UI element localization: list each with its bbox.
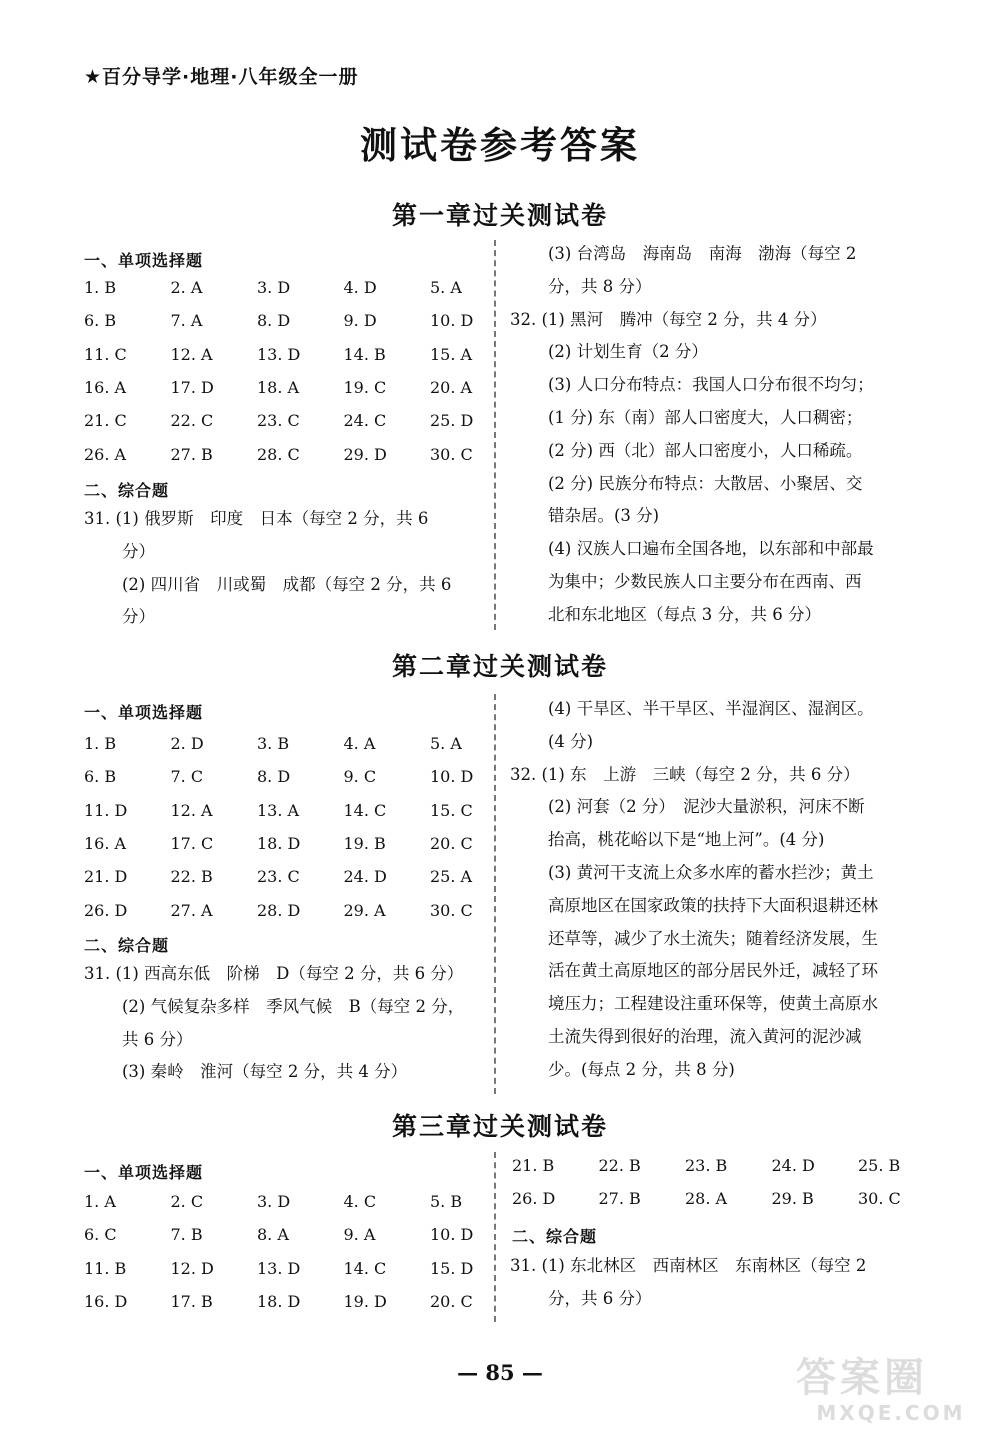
mcq-answer: 28. D [257, 900, 301, 920]
mcq-answer: 2. C [170, 1192, 204, 1212]
mcq-answer: 11. C [84, 344, 127, 364]
mcq-answer: 1. A [84, 1192, 116, 1212]
mcq-answer: 29. A [343, 900, 386, 920]
answer-line: 土流失得到很好的治理，流入黄河的泥沙减 [548, 1026, 862, 1046]
ch2-left-answers [84, 958, 464, 1089]
mcq-answer: 7. B [170, 1225, 203, 1245]
mcq-answer: 26. A [84, 444, 127, 464]
mcq-answer: 19. C [343, 378, 387, 398]
mcq-answer: 9. A [343, 1225, 376, 1245]
mcq-answer: 23. C [257, 411, 300, 431]
mcq-answer: 9. D [343, 311, 377, 331]
mcq-answer: 1. B [84, 278, 117, 298]
answer-line: 境压力；工程建设注重环保等，使黄土高原水 [548, 994, 878, 1014]
mcq-row [512, 1149, 945, 1182]
mcq-answer: 28. A [685, 1189, 728, 1209]
mcq-row [84, 827, 517, 860]
mcq-answer: 22. B [598, 1156, 641, 1176]
watermark-url: MXQE.COM [816, 1401, 966, 1425]
answer-line: 少。(每点 2 分，共 8 分) [548, 1059, 735, 1079]
mcq-answer: 16. D [84, 1292, 128, 1312]
mcq-answer: 7. C [170, 767, 204, 787]
mcq-answer: 3. D [257, 1192, 291, 1212]
mcq-answer: 23. C [257, 867, 300, 887]
mcq-answer: 20. C [430, 1292, 473, 1312]
answer-line: 共 6 分） [122, 1029, 193, 1049]
mcq-answer: 10. D [430, 767, 474, 787]
mcq-answer: 1. B [84, 734, 117, 754]
mcq-answer: 17. D [170, 378, 214, 398]
mcq-answer: 21. B [512, 1156, 555, 1176]
mcq-answer: 15. C [430, 800, 473, 820]
ch1-right-answers [510, 238, 874, 632]
answer-line: 高原地区在国家政策的扶持下大面积退耕还林 [548, 895, 878, 915]
chapter3-title: 第三章过关测试卷 [391, 1112, 608, 1141]
mcq-row [84, 893, 517, 926]
answer-line: (3) 秦岭 淮河（每空 2 分，共 4 分） [122, 1062, 408, 1082]
mcq-answer: 3. B [257, 734, 290, 754]
mcq-answer: 28. C [257, 444, 300, 464]
answer-line: 北和东北地区（每点 3 分，共 6 分） [548, 604, 821, 624]
mcq-row [84, 404, 517, 437]
mcq-row [84, 1252, 517, 1285]
mcq-answer: 17. B [170, 1292, 213, 1312]
answer-line: (3) 人口分布特点：我国人口分布很不均匀； [548, 375, 874, 395]
mcq-answer: 12. A [170, 344, 213, 364]
mcq-answer: 21. D [84, 867, 128, 887]
mcq-answer: 25. B [858, 1156, 901, 1176]
answer-line: 32. (1) 东 上游 三峡（每空 2 分，共 6 分） [510, 764, 860, 784]
answer-line: 31. (1) 西高东低 阶梯 D（每空 2 分，共 6 分） [84, 964, 464, 983]
answer-line: (4 分) [548, 731, 594, 751]
mcq-row [84, 1185, 517, 1218]
mcq-answer: 18. D [257, 834, 301, 854]
answer-line: (3) 黄河干支流上众多水库的蓄水拦沙；黄土 [548, 862, 874, 882]
page-title: 测试卷参考答案 [360, 123, 640, 167]
mcq-row [84, 271, 517, 304]
mcq-answer: 4. D [343, 278, 377, 298]
mcq-answer: 29. B [771, 1189, 814, 1209]
answer-line: 31. (1) 东北林区 西南林区 东南林区（每空 2 [510, 1256, 867, 1275]
answer-line: (2) 四川省 川或蜀 成都（每空 2 分，共 6 [122, 574, 452, 594]
answer-line: 32. (1) 黑河 腾冲（每空 2 分，共 4 分） [510, 309, 827, 329]
ch1-section-comprehensive: 二、综合题 [84, 481, 170, 500]
answer-line: 为集中；少数民族人口主要分布在西南、西 [548, 571, 862, 591]
mcq-answer: 10. D [430, 1225, 474, 1245]
mcq-answer: 13. D [257, 344, 301, 364]
mcq-answer: 18. A [257, 378, 300, 398]
mcq-answer: 2. A [170, 278, 203, 298]
ch2-right-answers [510, 693, 878, 1087]
mcq-answer: 9. C [343, 767, 377, 787]
mcq-answer: 23. B [685, 1156, 728, 1176]
mcq-answer: 27. A [170, 900, 213, 920]
mcq-row [84, 794, 517, 827]
mcq-answer: 30. C [858, 1189, 901, 1209]
mcq-answer: 25. A [430, 867, 473, 887]
mcq-answer: 6. B [84, 767, 117, 787]
mcq-answer: 8. D [257, 311, 291, 331]
mcq-answer: 13. D [257, 1258, 301, 1278]
answer-line: 抬高，桃花峪以下是“地上河”。(4 分) [548, 830, 825, 850]
watermark-text: 答案圈 [796, 1355, 928, 1401]
mcq-answer: 2. D [170, 734, 204, 754]
answer-line: (4) 汉族人口遍布全国各地，以东部和中部最 [548, 539, 874, 559]
mcq-answer: 22. C [170, 411, 214, 431]
mcq-answer: 13. A [257, 800, 300, 820]
mcq-answer: 21. C [84, 411, 127, 431]
mcq-row [84, 727, 517, 760]
ch3-section-comprehensive: 二、综合题 [512, 1227, 598, 1246]
mcq-answer: 30. C [430, 444, 473, 464]
mcq-row [84, 1285, 517, 1318]
mcq-answer: 19. D [343, 1292, 387, 1312]
mcq-answer: 24. C [343, 411, 387, 431]
mcq-row [84, 860, 517, 893]
mcq-answer: 12. D [170, 1258, 214, 1278]
mcq-answer: 14. C [343, 800, 387, 820]
answer-line: (2 分) 西（北）部人口密度小，人口稀疏。 [548, 440, 863, 460]
mcq-row [84, 1218, 517, 1251]
ch1-mcq-grid [84, 271, 517, 471]
watermark-logo [796, 1355, 986, 1427]
mcq-answer: 30. C [430, 900, 473, 920]
mcq-answer: 20. C [430, 834, 473, 854]
ch3-section-choice: 一、单项选择题 [84, 1163, 204, 1182]
mcq-row [84, 437, 517, 470]
ch2-mcq-grid [84, 727, 517, 927]
mcq-answer: 5. A [430, 734, 462, 754]
mcq-answer: 4. A [343, 734, 376, 754]
mcq-answer: 16. A [84, 834, 127, 854]
answer-line: 31. (1) 俄罗斯 印度 日本（每空 2 分，共 6 [84, 509, 429, 528]
answer-line: 分） [122, 607, 155, 627]
answer-line: (4) 干旱区、半干旱区、半湿润区、湿润区。 [548, 699, 874, 718]
answer-line: (2) 河套（2 分） 泥沙大量淤积，河床不断 [548, 797, 865, 817]
answer-line: (1 分) 东（南）部人口密度大，人口稠密； [548, 407, 863, 427]
mcq-answer: 5. B [430, 1192, 463, 1212]
answer-line: (2) 计划生育（2 分） [548, 342, 708, 362]
answer-line: (2 分) 民族分布特点：大散居、小聚居、交 [548, 473, 863, 493]
mcq-answer: 27. B [170, 444, 213, 464]
mcq-answer: 29. D [343, 444, 387, 464]
answer-line: 分） [122, 541, 155, 561]
mcq-answer: 16. A [84, 378, 127, 398]
mcq-answer: 26. D [84, 900, 128, 920]
mcq-answer: 6. B [84, 311, 117, 331]
mcq-answer: 25. D [430, 411, 474, 431]
mcq-answer: 18. D [257, 1292, 301, 1312]
answer-line: 还草等，减少了水土流失；随着经济发展，生 [548, 928, 878, 948]
ch2-section-choice: 一、单项选择题 [84, 703, 204, 722]
answer-line: (2) 气候复杂多样 季风气候 B（每空 2 分， [122, 996, 465, 1016]
mcq-answer: 24. D [771, 1156, 815, 1176]
mcq-answer: 15. A [430, 344, 473, 364]
chapter1-title: 第一章过关测试卷 [391, 201, 608, 230]
mcq-answer: 8. A [257, 1225, 289, 1245]
book-header: ★百分导学·地理·八年级全一册 [84, 66, 359, 88]
mcq-answer: 15. D [430, 1258, 474, 1278]
answer-line: 错杂居。(3 分) [548, 506, 660, 526]
mcq-answer: 22. B [170, 867, 213, 887]
mcq-answer: 19. B [343, 834, 386, 854]
page-number: — 85 — [457, 1360, 543, 1385]
ch2-section-comprehensive: 二、综合题 [84, 936, 170, 955]
mcq-answer: 20. A [430, 378, 473, 398]
mcq-answer: 4. C [343, 1192, 377, 1212]
answer-line: (3) 台湾岛 海南岛 南海 渤海（每空 2 [548, 244, 857, 263]
mcq-answer: 11. B [84, 1258, 127, 1278]
mcq-answer: 24. D [343, 867, 387, 887]
mcq-answer: 7. A [170, 311, 203, 331]
mcq-answer: 10. D [430, 311, 474, 331]
mcq-answer: 14. C [343, 1258, 387, 1278]
mcq-row [84, 304, 517, 337]
mcq-answer: 27. B [598, 1189, 641, 1209]
ch3-right-answers [510, 1250, 866, 1316]
mcq-row [84, 760, 517, 793]
mcq-answer: 3. D [257, 278, 291, 298]
mcq-row [84, 338, 517, 371]
mcq-answer: 14. B [343, 344, 386, 364]
answer-line: 活在黄土高原地区的部分居民外迁，减轻了环 [548, 961, 878, 981]
mcq-row [84, 371, 517, 404]
mcq-answer: 12. A [170, 800, 213, 820]
ch3-mcq-grid-left [84, 1185, 517, 1318]
mcq-row [512, 1182, 945, 1215]
mcq-answer: 17. C [170, 834, 214, 854]
ch3-mcq-grid-right [512, 1149, 945, 1216]
chapter2-title: 第二章过关测试卷 [391, 652, 608, 681]
ch1-section-choice: 一、单项选择题 [84, 251, 204, 270]
answer-line: 分，共 8 分） [548, 276, 652, 296]
mcq-answer: 5. A [430, 278, 462, 298]
answer-line: 分，共 6 分） [548, 1288, 652, 1308]
mcq-answer: 11. D [84, 800, 128, 820]
mcq-answer: 6. C [84, 1225, 117, 1245]
mcq-answer: 8. D [257, 767, 291, 787]
ch1-left-answers [84, 503, 451, 634]
mcq-answer: 26. D [512, 1189, 556, 1209]
